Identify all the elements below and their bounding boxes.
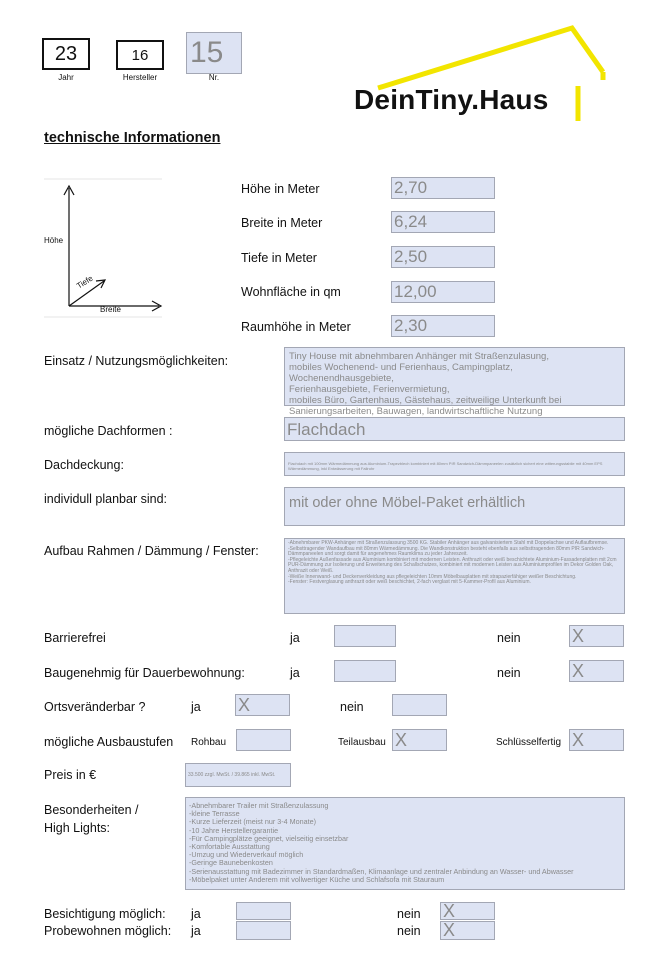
jahr-box[interactable] — [42, 38, 90, 70]
baugenehmig-nein-field[interactable] — [569, 660, 624, 682]
teilausbau-field[interactable] — [392, 729, 447, 751]
baugenehmig-label: Baugenehmig für Dauerbewohnung: — [44, 666, 245, 680]
besichtigung-ja-label: ja — [191, 907, 201, 921]
dim-breite-value: 6,24 — [394, 212, 428, 231]
dim-wohnflaeche-label: Wohnfläche in qm — [241, 285, 341, 299]
barrierefrei-ja-field[interactable] — [334, 625, 396, 647]
barrierefrei-nein-value: X — [572, 626, 585, 646]
besichtigung-nein-value: X — [443, 901, 456, 921]
preis-value: 33.500 zzgl. MwSt. / 39.865 inkl. MwSt. — [188, 772, 276, 778]
baugenehmig-nein-value: X — [572, 661, 585, 681]
ortsveraenderbar-ja-value: X — [238, 695, 251, 715]
dim-raumhoehe-value: 2,30 — [394, 316, 428, 335]
barrierefrei-ja-label: ja — [290, 631, 300, 645]
ortsveraenderbar-ja-field[interactable] — [235, 694, 290, 716]
aufbau-field[interactable]: -Abnehmbarer PKW-Anhänger mit Straßenzulassung 3500 KG. Stabiler Anhänger aus galvanisiertem Stahl mit Doppelachse und Auflaufbremse. -Selbsttragender Wandaufbau mit 80mm Wärmedämmung. Die Wandkonstruktion besteht ebenfalls aus selbsttragenden 80mm PIR Sandwich-Dämmpaneelen und sorgt damit für angenehmes Raumklima zu jeder Jahreszeit. -Pflegeleichte Außenfassade aus Aluminium kombiniert mit modernen Leisten. Anthrazit oder weiß beschichtete Aluminium-Fassadenplatten mit 2cm PUR-Dämmung zur Isolierung und Erweiterung des Schallschutzes, kombiniert mit modernen Leisten aus Aluminiumprofilen im Dekor Golden Oak, Anthrazit oder Weiß. -Weiße Innenwand- und Deckenverkleidung aus pflegeleichten 10mm Möbelbauplatten mit strapazierfähiger weißer Beschichtung. -Fenster: Festverglasung anthrazit oder weiß beschichtet, 2-fach verglast mit 5-Kammer-Profil aus Aluminium. — [284, 538, 625, 614]
dimension-diagram — [44, 178, 164, 320]
besichtigung-label: Besichtigung möglich: — [44, 907, 166, 921]
dachdeckung-field[interactable]: Flachdach mit 100mm Wärmedämmung aus Aluminium-Trapezblech kombiniert mit 80mm PIR Sandwich-Dämmpaneelen zusätzlich sichert eine witterungsstabile mit 40mm EPS Wärmedämmung, inkl Entwässerung mit Fallrohr — [284, 452, 625, 476]
probewohnen-nein-label: nein — [397, 924, 421, 938]
dachdeckung-label: Dachdeckung: — [44, 458, 124, 472]
dachformen-field[interactable] — [284, 417, 625, 441]
jahr-value: 23 — [54, 43, 78, 65]
aufbau-label: Aufbau Rahmen / Dämmung / Fenster: — [44, 544, 259, 558]
besichtigung-nein-field[interactable] — [440, 902, 495, 920]
schluesselfertig-field[interactable] — [569, 729, 624, 751]
preis-field[interactable] — [185, 763, 291, 787]
barrierefrei-nein-field[interactable] — [569, 625, 624, 647]
dachformen-value: Flachdach — [287, 420, 366, 439]
page-title: technische Informationen — [44, 130, 221, 146]
dim-tiefe-field[interactable] — [391, 246, 495, 268]
barrierefrei-nein-label: nein — [497, 631, 521, 645]
baugenehmig-nein-label: nein — [497, 666, 521, 680]
individuell-field[interactable] — [284, 487, 625, 526]
besichtigung-nein-label: nein — [397, 907, 421, 921]
ausbaustufen-label: mögliche Ausbaustufen — [44, 735, 174, 749]
probewohnen-ja-label: ja — [191, 924, 201, 938]
dim-hoehe-label: Höhe in Meter — [241, 182, 320, 196]
dim-wohnflaeche-field[interactable] — [391, 281, 495, 303]
logo-text: DeinTiny.Haus — [354, 84, 549, 115]
dim-raumhoehe-field[interactable] — [391, 315, 495, 337]
ortsveraenderbar-nein-field[interactable] — [392, 694, 447, 716]
ortsveraenderbar-label: Ortsveränderbar ? — [44, 700, 146, 714]
schluesselfertig-value: X — [572, 730, 585, 750]
schluesselfertig-label: Schlüsselfertig — [496, 737, 562, 748]
besonderheiten-label-1: Besonderheiten / — [44, 803, 139, 817]
rohbau-label: Rohbau — [191, 737, 227, 748]
dim-hoehe-value: 2,70 — [394, 178, 428, 197]
hersteller-box[interactable] — [116, 40, 164, 70]
nr-box[interactable] — [186, 32, 242, 74]
besonderheiten-field[interactable]: -Abnehmbarer Trailer mit Straßenzulassung -kleine Terrasse -Kurze Lieferzeit (meist nur 3-4 Monate) -10 Jahre Herstellergarantie -Für Campingplätze geeignet, vielseitig einsetzbar -Komfortable Ausstattung -Umzug und Wiederverkauf möglich -Geringe Baunebenkosten -Serienausstattung mit Badezimmer in Standardmaßen, Klimaanlage und zentraler Anbindung an Wasser- und Abwasser -Möbelpaket unter Anderem mit vollwertiger Küche und Schlafsofa mit Stauraum — [185, 797, 625, 890]
besichtigung-ja-field[interactable] — [236, 902, 291, 920]
diagram-tiefe-label: Tiefe — [75, 273, 95, 291]
ortsveraenderbar-ja-label: ja — [191, 700, 201, 714]
teilausbau-label: Teilausbau — [338, 737, 386, 748]
dim-breite-label: Breite in Meter — [241, 216, 323, 230]
nr-label: Nr. — [208, 73, 220, 82]
einsatz-field[interactable]: Tiny House mit abnehmbaren Anhänger mit Straßenzulasung, mobiles Wochenend- und Ferienhaus, Campingplatz, Wochenendhausgebiete, Ferienhausgebiete, Ferienvermietung, mobiles Büro, Gartenhaus, Gästehaus, zeitweilige Unterkunft bei Sanierungsarbeiten, Bauwagen, landwirtschaftliche Nutzung — [284, 347, 625, 406]
individuell-label: individull planbar sind: — [44, 492, 167, 506]
probewohnen-nein-value: X — [443, 920, 456, 940]
probewohnen-nein-field[interactable] — [440, 921, 495, 940]
hersteller-label: Hersteller — [122, 73, 158, 82]
dim-tiefe-value: 2,50 — [394, 247, 428, 266]
baugenehmig-ja-field[interactable] — [334, 660, 396, 682]
dim-tiefe-label: Tiefe in Meter — [241, 251, 317, 265]
probewohnen-label: Probewohnen möglich: — [44, 924, 172, 938]
baugenehmig-ja-label: ja — [290, 666, 300, 680]
jahr-label: Jahr — [58, 73, 74, 82]
probewohnen-ja-field[interactable] — [236, 921, 291, 940]
nr-value: 15 — [190, 36, 224, 69]
besonderheiten-label-2: High Lights: — [44, 821, 111, 835]
diagram-breite-label: Breite — [100, 305, 121, 314]
individuell-value: mit oder ohne Möbel-Paket erhältlich — [289, 495, 526, 511]
ortsveraenderbar-nein-label: nein — [340, 700, 364, 714]
dachformen-label: mögliche Dachformen : — [44, 424, 173, 438]
diagram-hoehe-label: Höhe — [44, 236, 64, 245]
rohbau-field[interactable] — [236, 729, 291, 751]
einsatz-label: Einsatz / Nutzungsmöglichkeiten: — [44, 354, 229, 368]
dim-raumhoehe-label: Raumhöhe in Meter — [241, 320, 351, 334]
dim-wohnflaeche-value: 12,00 — [394, 282, 437, 301]
dim-hoehe-field[interactable] — [391, 177, 495, 199]
preis-label: Preis in € — [44, 768, 97, 782]
barrierefrei-label: Barrierefrei — [44, 631, 106, 645]
teilausbau-value: X — [395, 730, 408, 750]
hersteller-value: 16 — [131, 47, 149, 64]
dim-breite-field[interactable] — [391, 211, 495, 233]
